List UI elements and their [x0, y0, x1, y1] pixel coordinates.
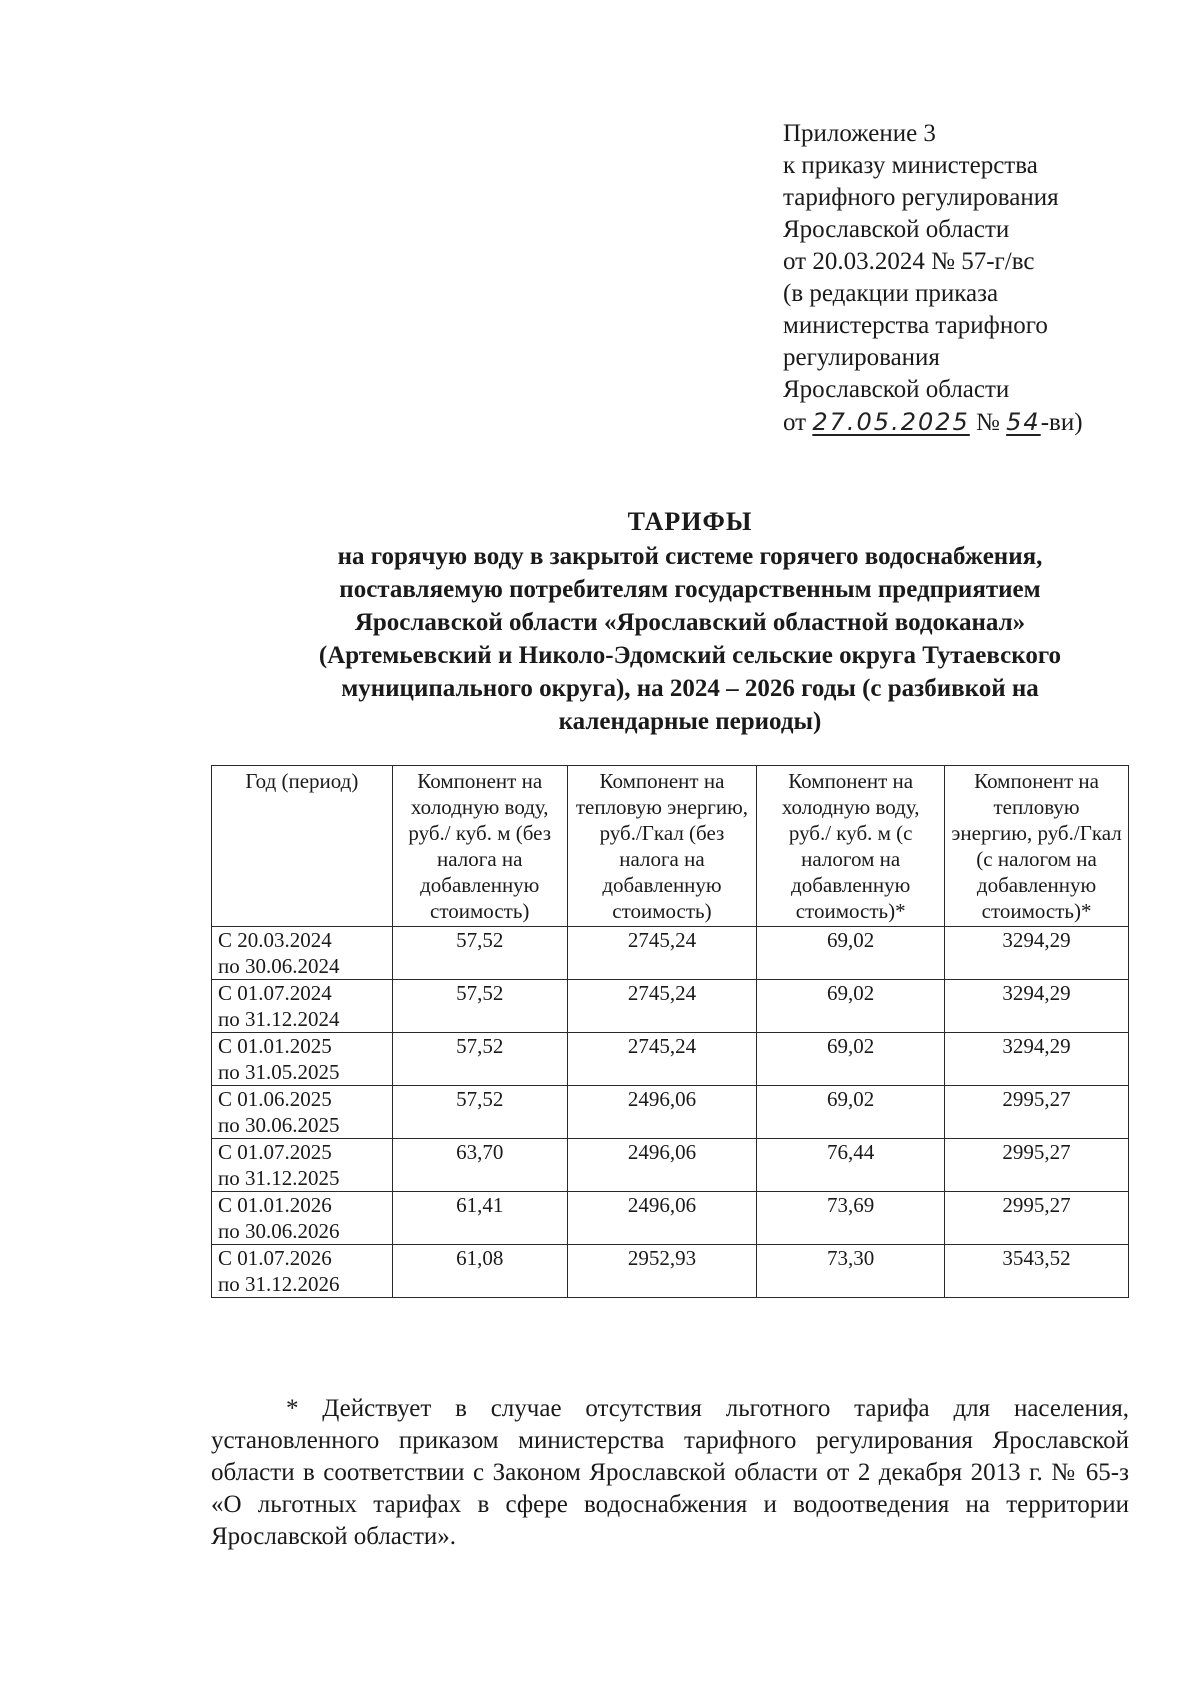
cell-heat-vat: 3543,52 — [945, 1245, 1129, 1298]
appendix-amendment-line — [783, 406, 1183, 439]
header-cold-water: Компонент на холодную воду, руб./ куб. м (без налога на добавленную стоимость) — [392, 766, 567, 927]
document-title — [230, 505, 1150, 738]
cell-period: С 01.07.2026 по 31.12.2026 — [212, 1245, 393, 1298]
cell-heat: 2745,24 — [567, 980, 757, 1033]
appendix-line: тарифного регулирования — [783, 184, 1059, 211]
cell-period: С 20.03.2024 по 30.06.2024 — [212, 927, 393, 980]
cell-cold-vat: 76,44 — [757, 1139, 945, 1192]
cell-heat-vat: 3294,29 — [945, 1033, 1129, 1086]
cell-heat-vat: 3294,29 — [945, 927, 1129, 980]
cell-cold: 61,08 — [392, 1245, 567, 1298]
cell-cold-vat: 69,02 — [757, 980, 945, 1033]
cell-cold-vat: 69,02 — [757, 1033, 945, 1086]
title-line: Ярославской области «Ярославский областной водоканал» — [354, 609, 1026, 636]
footnote: * Действует в случае отсутствия льготного тарифа для населения, установленного приказом министерства тарифного регулирования Ярославской области в соответствии с Законом Ярославской области от 2 декабря 2013 г. № 65-з «О льготных тарифах в сфере водоснабжения и водоотведения на территории Ярославской области». — [211, 1395, 1129, 1550]
cell-heat-vat: 2995,27 — [945, 1086, 1129, 1139]
appendix-line: Ярославской области — [783, 376, 1010, 403]
title-line: муниципального округа), на 2024 – 2026 годы (с разбивкой на — [341, 675, 1039, 702]
title-main: ТАРИФЫ — [627, 507, 753, 536]
cell-heat: 2496,06 — [567, 1086, 757, 1139]
tariff-table — [211, 765, 1129, 1298]
table-row — [212, 1086, 1129, 1139]
cell-heat-vat: 2995,27 — [945, 1192, 1129, 1245]
cell-period: С 01.06.2025 по 30.06.2025 — [212, 1086, 393, 1139]
cell-heat: 2745,24 — [567, 927, 757, 980]
header-period: Год (период) — [212, 766, 393, 927]
cell-cold: 57,52 — [392, 927, 567, 980]
cell-period: С 01.07.2025 по 31.12.2025 — [212, 1139, 393, 1192]
appendix-line: Приложение 3 — [783, 120, 936, 147]
cell-heat: 2745,24 — [567, 1033, 757, 1086]
title-line: (Артемьевский и Николо-Эдомский сельские округа Тутаевского — [318, 642, 1062, 669]
title-line: на горячую воду в закрытой системе горячего водоснабжения, — [337, 543, 1043, 570]
cell-period: С 01.07.2024 по 31.12.2024 — [212, 980, 393, 1033]
appendix-line: Ярославской области — [783, 216, 1010, 243]
cell-cold: 57,52 — [392, 1086, 567, 1139]
cell-heat: 2952,93 — [567, 1245, 757, 1298]
cell-cold-vat: 69,02 — [757, 927, 945, 980]
handwritten-date: 27.05.2025 — [812, 408, 970, 436]
header-cold-water-vat: Компонент на холодную воду, руб./ куб. м (с налогом на добавленную стоимость)* — [757, 766, 945, 927]
table-row — [212, 1192, 1129, 1245]
table-row — [212, 1139, 1129, 1192]
appendix-line: министерства тарифного — [783, 312, 1048, 339]
cell-cold: 57,52 — [392, 980, 567, 1033]
table-row — [212, 980, 1129, 1033]
cell-cold: 61,41 — [392, 1192, 567, 1245]
title-line: календарные периоды) — [558, 708, 822, 735]
cell-cold: 63,70 — [392, 1139, 567, 1192]
number-sign: № — [976, 409, 1000, 436]
table-header-row — [212, 766, 1129, 927]
amendment-prefix: от — [783, 409, 807, 436]
table-row — [212, 1033, 1129, 1086]
cell-heat: 2496,06 — [567, 1139, 757, 1192]
table-row — [212, 1245, 1129, 1298]
cell-cold: 57,52 — [392, 1033, 567, 1086]
table-row — [212, 927, 1129, 980]
cell-heat-vat: 3294,29 — [945, 980, 1129, 1033]
handwritten-number: 54 — [1006, 408, 1041, 436]
cell-heat-vat: 2995,27 — [945, 1139, 1129, 1192]
cell-cold-vat: 73,30 — [757, 1245, 945, 1298]
title-line: поставляемую потребителям государственным предприятием — [339, 576, 1041, 603]
appendix-header — [783, 118, 1183, 439]
appendix-line: (в редакции приказа — [783, 280, 999, 307]
cell-cold-vat: 69,02 — [757, 1086, 945, 1139]
appendix-line: от 20.03.2024 № 57-г/вс — [783, 248, 1035, 275]
cell-period: С 01.01.2025 по 31.05.2025 — [212, 1033, 393, 1086]
cell-heat: 2496,06 — [567, 1192, 757, 1245]
header-heat-energy-vat: Компонент на тепловую энергию, руб./Гкал (с налогом на добавленную стоимость)* — [945, 766, 1129, 927]
cell-period: С 01.01.2026 по 30.06.2026 — [212, 1192, 393, 1245]
header-heat-energy: Компонент на тепловую энергию, руб./Гкал (без налога на добавленную стоимость) — [567, 766, 757, 927]
appendix-line: к приказу министерства — [783, 152, 1038, 179]
cell-cold-vat: 73,69 — [757, 1192, 945, 1245]
appendix-line: регулирования — [783, 344, 940, 371]
amendment-suffix: -ви) — [1040, 409, 1083, 436]
